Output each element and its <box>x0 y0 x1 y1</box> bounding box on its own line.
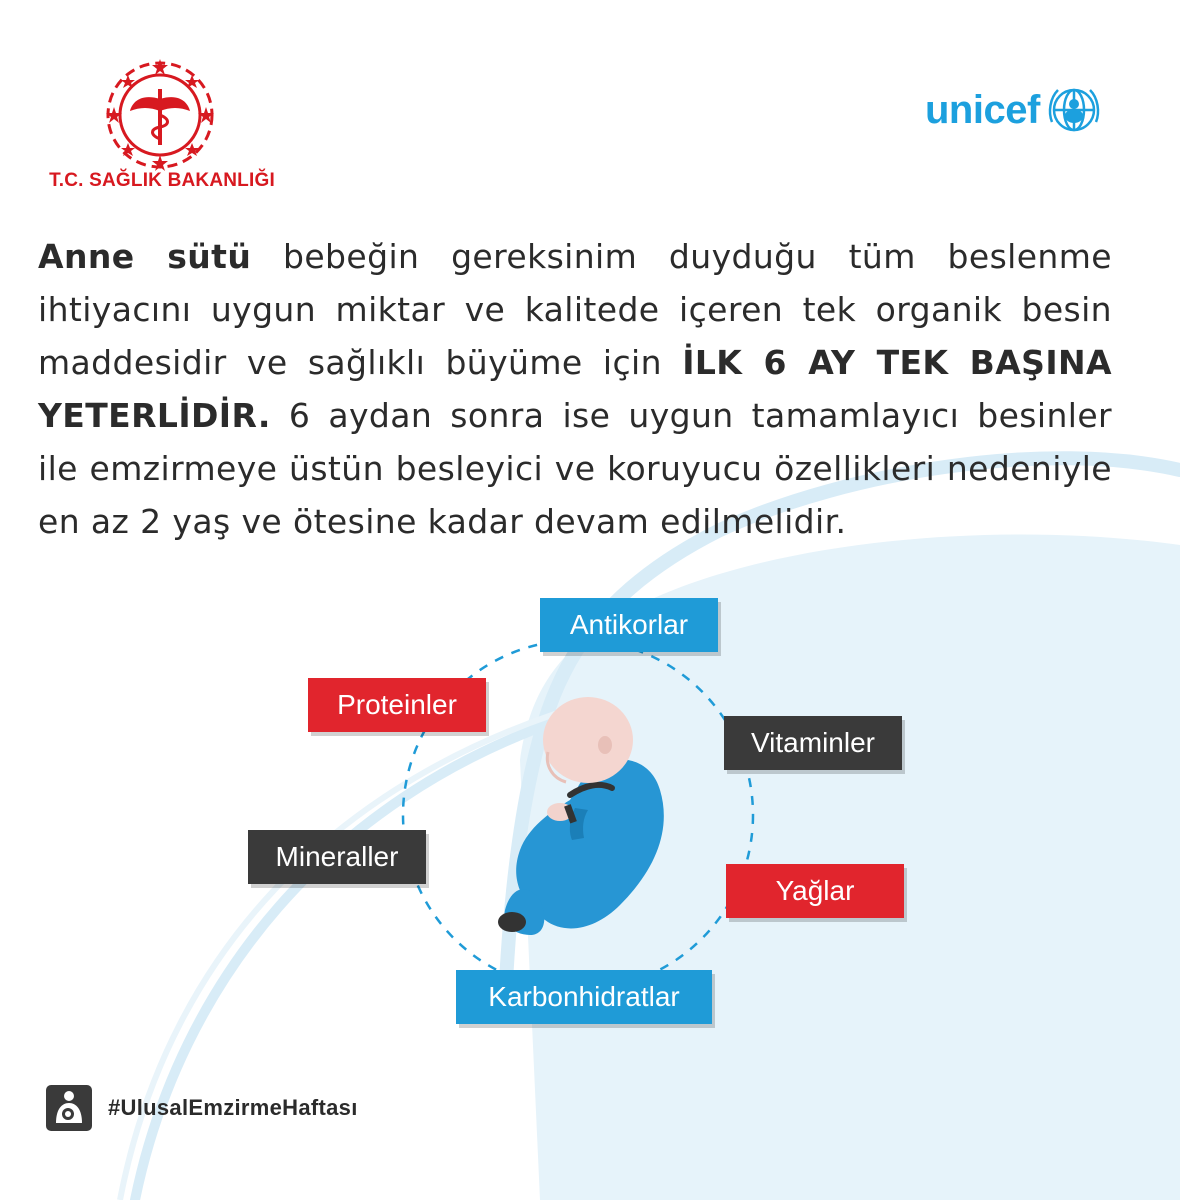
breastfeeding-icon <box>46 1085 92 1131</box>
bold-highlight: İLK 6 AY TEK BAŞINA YETERLİDİR. <box>38 343 1112 435</box>
hashtag-footer <box>46 1085 358 1131</box>
label-mineraller: Mineraller <box>248 830 426 884</box>
label-vitaminler: Vitaminler <box>724 716 902 770</box>
unicef-wordmark: unicef <box>925 87 1040 132</box>
label-antikorlar: Antikorlar <box>540 598 718 652</box>
baby-illustration <box>498 697 664 935</box>
paragraph-text-1: bebeğin gereksinim duyduğu tüm beslenme ihtiyacını uygun miktar ve kalitede içeren tek organik besin maddesidir ve sağlıklı büyüme için <box>38 237 1112 382</box>
label-karbonhidratlar: Karbonhidratlar <box>456 970 712 1024</box>
label-proteinler: Proteinler <box>308 678 486 732</box>
ministry-name: T.C. SAĞLIK BAKANLIĞI <box>49 170 275 191</box>
label-yaglar: Yağlar <box>726 864 904 918</box>
paragraph-text-2: 6 aydan sonra ise uygun tamamlayıcı besinler ile emzirmeye üstün besleyici ve koruyucu özellikleri nedeniyle en az 2 yaş ve ötesine kadar devam edilmelidir. <box>38 396 1112 541</box>
bold-lead: Anne sütü <box>38 237 252 276</box>
hashtag-text[interactable]: #UlusalEmzirmeHaftası <box>108 1095 358 1120</box>
